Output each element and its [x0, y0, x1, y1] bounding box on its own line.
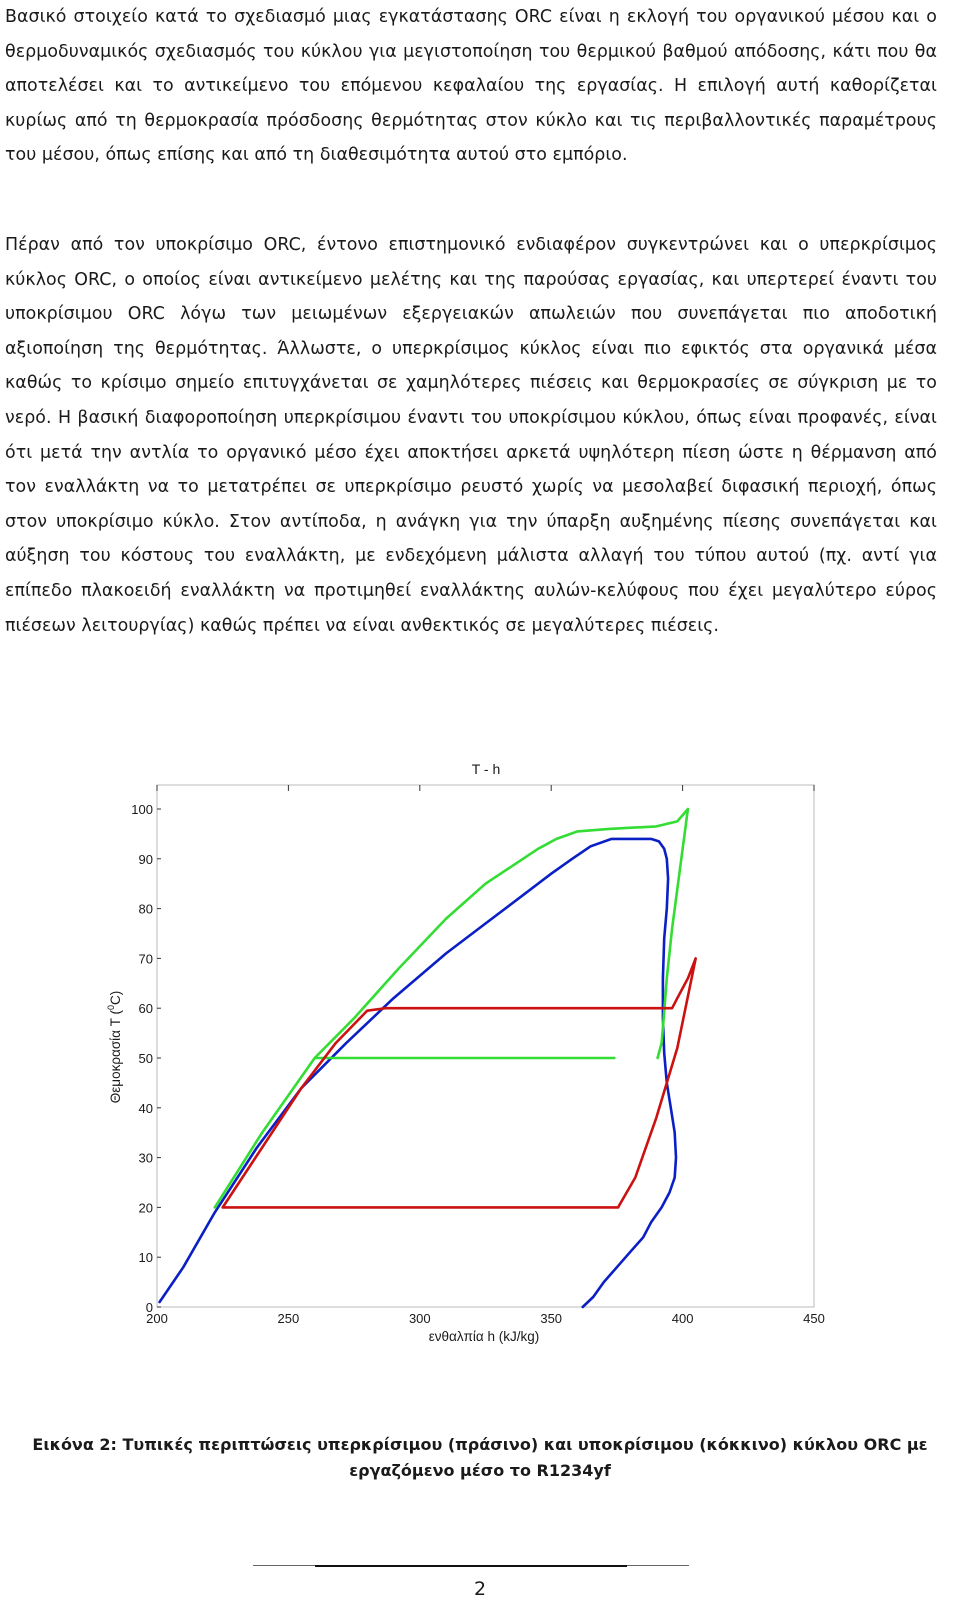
x-tick-label: 200: [146, 1311, 168, 1326]
y-tick-label: 10: [138, 1250, 153, 1266]
figure-caption: [0, 1432, 960, 1484]
y-tick-label: 70: [138, 951, 153, 967]
y-axis-label-main: Θεμοκρασία T (: [108, 1010, 123, 1104]
y-tick-label: 40: [138, 1100, 153, 1116]
y-tick-label: 20: [138, 1200, 153, 1216]
footer-rule-center: [315, 1565, 627, 1567]
caption-line-2: εργαζόμενο μέσο το R1234yf: [349, 1461, 611, 1480]
plot-frame: [157, 785, 814, 1307]
x-axis-label: ενθαλπία h (kJ/kg): [428, 1329, 540, 1344]
y-tick-label: 90: [138, 851, 153, 867]
footer-rule-right: [627, 1565, 689, 1566]
y-axis-label-end: C): [108, 990, 123, 1006]
caption-line-1: Εικόνα 2: Τυπικές περιπτώσεις υπερκρίσιμου (πράσινο) και υποκρίσιμου (κόκκινο) κύκλου ORC με: [32, 1435, 928, 1454]
x-tick-label: 350: [540, 1311, 563, 1326]
x-tick-label: 450: [803, 1311, 825, 1326]
x-tick-label: 400: [671, 1311, 694, 1326]
series-layer: [160, 809, 696, 1307]
y-tick-label: 100: [131, 802, 153, 817]
paragraph-orc-design: Βασικό στοιχείο κατά το σχεδιασμό μιας εγκατάστασης ORC είναι η εκλογή του οργανικού μέσου και ο θερμοδυναμικός σχεδιασμός του κύκλου για μεγιστοποίηση του θερμικού βαθμού απόδοσης, κάτι που θα αποτελέσει και το αντικείμενο του επόμενου κεφαλαίου της εργασίας. Η επιλογή αυτή καθορίζεται κυρίως από τη θερμοκρασία πρόσδοσης θερμότητας στον κύκλο και τις περιβαλλοντικές παραμέτρους του μέσου, όπως επίσης και από τη διαθεσιμότητα αυτού στο εμπόριο.: [5, 7, 937, 166]
chart-title: T - h: [471, 761, 501, 777]
x-tick-label: 300: [408, 1311, 431, 1326]
y-axis-label-superscript: 0: [106, 1005, 116, 1011]
series-line-3: [223, 958, 696, 1207]
axis-ticks: [131, 785, 825, 1326]
y-tick-label: 80: [138, 901, 153, 917]
y-axis-label: [106, 991, 123, 1103]
y-tick-label: 30: [138, 1150, 153, 1166]
series-line-0: [160, 839, 676, 1307]
y-tick-label: 60: [138, 1001, 153, 1017]
y-tick-label: 50: [138, 1051, 153, 1066]
page-number: 2: [473, 1578, 487, 1600]
x-tick-label: 250: [277, 1311, 300, 1326]
footer-rule-left: [253, 1565, 315, 1566]
t-h-chart: [0, 752, 960, 1352]
paragraph-supercritical-orc: Πέραν από τον υποκρίσιμο ORC, έντονο επιστημονικό ενδιαφέρον συγκεντρώνει και ο υπερκρίσιμος κύκλος ORC, ο οποίος είναι αντικείμενο μελέτης και της παρούσας εργασίας, και υπερτερεί έναντι του υποκρίσιμου ORC λόγω των μειωμένων εξεργειακών απωλειών που συνεπάγεται πιο αποδοτική αξιοποίηση της θερμότητας. Άλλωστε, ο υπερκρίσιμος κύκλος είναι πιο εφικτός στα οργανικά μέσα καθώς το κρίσιμο σημείο επιτυγχάνεται σε χαμηλότερες πιέσεις και θερμοκρασίες σε σύγκριση με το νερό. Η βασική διαφοροποίηση υπερκρίσιμου έναντι του υποκρίσιμου κύκλου, όπως είναι προφανές, είναι ότι μετά την αντλία το οργανικό μέσο έχει αποκτήσει αρκετά υψηλότερη πίεση ώστε η θέρμανση από τον εναλλάκτη να το μετατρέπει σε υπερκρίσιμο ρευστό χωρίς να μεσολαβεί διφασική περιοχή, όπως στον υποκρίσιμο κύκλο. Στον αντίποδα, η ανάγκη για την ύπαρξη αυξημένης πίεσης συνεπάγεται και αύξηση του κόστους του εναλλάκτη, με ενδεχόμενη μάλιστα αλλαγή του τύπου αυτού (πχ. αντί για επίπεδο πλακοειδή εναλλάκτη να προτιμηθεί εναλλάκτης αυλών-κελύφους που έχει μεγαλύτερο εύρος πιέσεων λειτουργίας) καθώς πρέπει να είναι ανθεκτικός σε μεγαλύτερες πιέσεις.: [5, 235, 937, 636]
y-tick-label: 0: [145, 1300, 153, 1315]
